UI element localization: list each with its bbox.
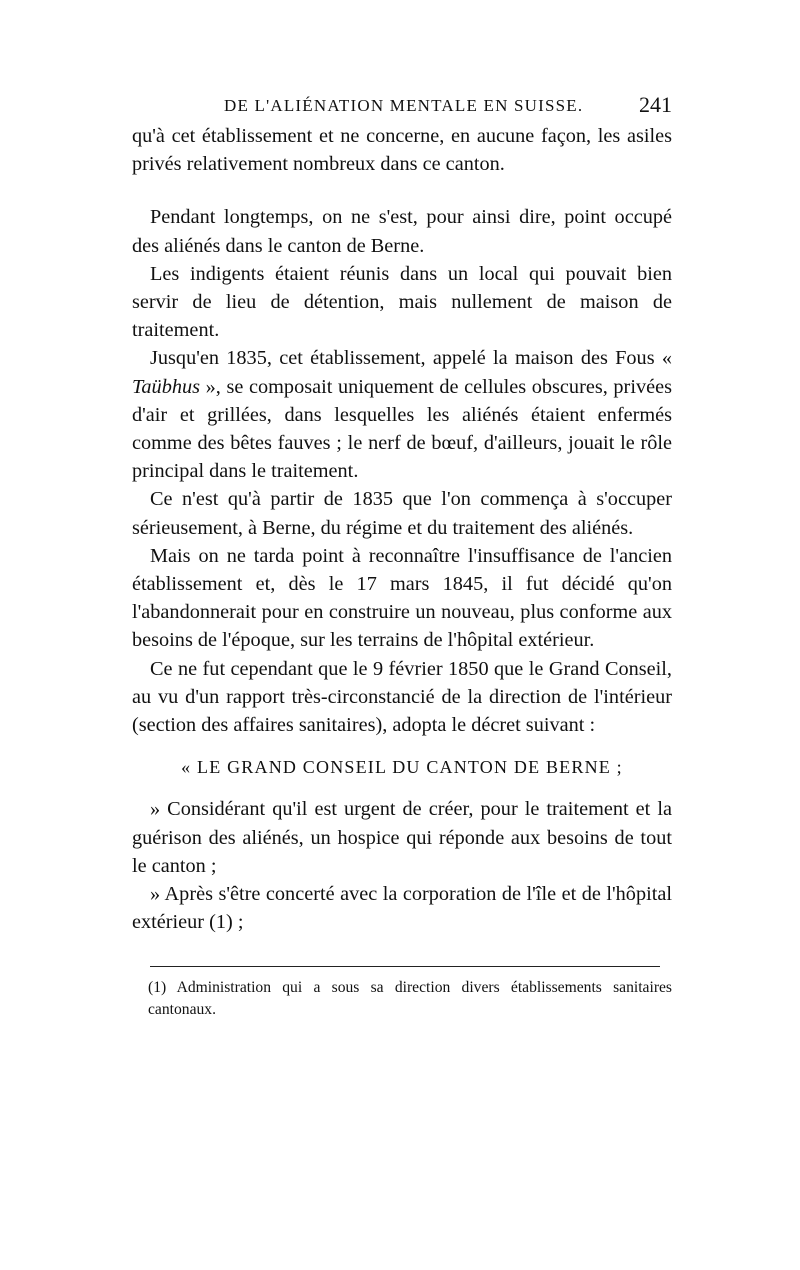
paragraph: Pendant longtemps, on ne s'est, pour ainsi dire, point occupé des aliénés dans le canton de Berne. [132,206,672,257]
paragraph: Les indigents étaient réunis dans un local qui pouvait bien servir de lieu de détention, mais nullement de maison de traitement. [132,262,672,342]
book-page [132,92,672,1021]
paragraph [132,344,672,485]
body-text [132,122,672,936]
footnote-text: (1) Administration qui a sous sa direction divers établissements sanitaires cantonaux. [148,979,672,1019]
paragraph: Ce n'est qu'à partir de 1835 que l'on commença à s'occuper sérieusement, à Berne, du régime et du traitement des aliénés. [132,488,672,539]
paragraph-continuation: qu'à cet établissement et ne concerne, en aucune façon, les asiles privés relativement nombreux dans ce canton. [132,125,672,176]
italic-term: Taübhus [132,375,201,398]
page-number: 241 [639,92,672,117]
footnote-rule [150,966,660,967]
decree-heading: « LE GRAND CONSEIL DU CANTON DE BERNE ; [181,757,623,778]
paragraph: » Après s'être concerté avec la corporation de l'île et de l'hôpital extérieur (1) ; [132,883,672,934]
paragraph: » Considérant qu'il est urgent de créer, pour le traitement et la guérison des aliénés, un hospice qui réponde aux besoins de tout le canton ; [132,798,672,877]
paragraph-text: », se composait uniquement de cellules obscures, privées d'air et grillées, dans lesquelles les aliénés étaient enfermés comme des bêtes fauves ; le nerf de bœuf, d'ailleurs, jouait le rôle principal dans le traitement. [132,375,672,483]
paragraph-text: Jusqu'en 1835, cet établissement, appelé la maison des Fous « [150,347,672,370]
running-header [132,92,672,122]
footnote [132,977,672,1021]
paragraph: Mais on ne tarda point à reconnaître l'insuffisance de l'ancien établissement et, dès le 17 mars 1845, il fut décidé qu'on l'abandonnerait pour en construire un nouveau, plus conforme aux besoins de l'époque, sur les terrains de l'hôpital extérieur. [132,544,672,652]
paragraph-gap [132,178,672,203]
running-title: DE L'ALIÉNATION MENTALE EN SUISSE. [224,96,584,115]
paragraph: Ce ne fut cependant que le 9 février 1850 que le Grand Conseil, au vu d'un rapport très-circonstancié de la direction de l'intérieur (section des affaires sanitaires), adopta le décret suivant : [132,657,672,737]
